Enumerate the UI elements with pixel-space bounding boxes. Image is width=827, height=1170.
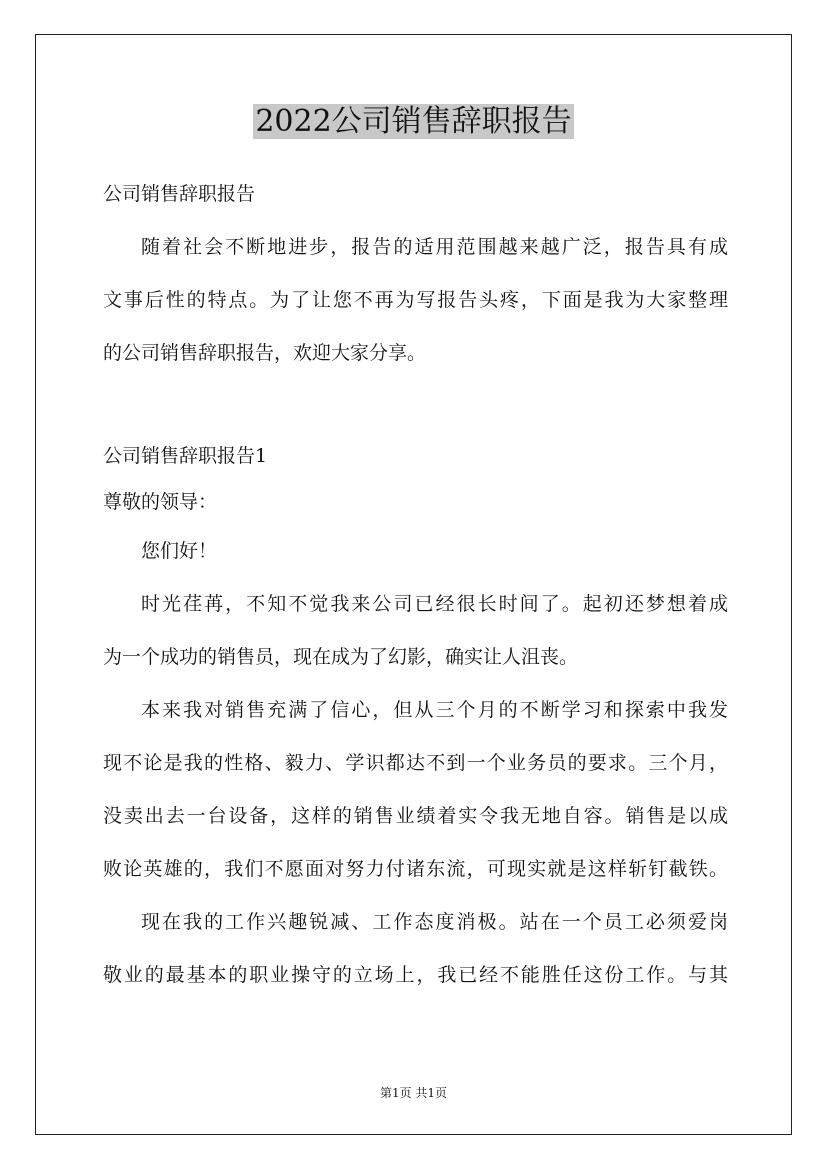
paragraph3-line-1: 现在我的工作兴趣锐减、工作态度消极。站在一个员工必须爱岗 bbox=[141, 911, 728, 933]
paragraph1-line-2: 为一个成功的销售员，现在成为了幻影，确实让人沮丧。 bbox=[103, 646, 579, 668]
document-title-text: 2022公司销售辞职报告 bbox=[255, 104, 572, 139]
paragraph3-line-2: 敬业的最基本的职业操守的立场上，我已经不能胜任这份工作。与其 bbox=[103, 964, 728, 986]
document-body bbox=[103, 168, 728, 1002]
paragraph2-line-4: 败论英雄的，我们不愿面对努力付诸东流，可现实就是这样斩钉截铁。 bbox=[103, 858, 728, 880]
paragraph2-line-2: 现不论是我的性格、毅力、学识都达不到一个业务员的要求。三个月， bbox=[103, 752, 728, 774]
paragraph2-line-1: 本来我对销售充满了信心，但从三个月的不断学习和探索中我发 bbox=[141, 699, 728, 721]
document-subtitle: 公司销售辞职报告 bbox=[103, 183, 256, 205]
greeting: 您们好！ bbox=[141, 540, 218, 562]
page-number-footer: 第1页 共1页 bbox=[379, 1086, 448, 1100]
intro-line-2: 文事后性的特点。为了让您不再为写报告头疼，下面是我为大家整理 bbox=[103, 289, 728, 311]
blank-line bbox=[103, 380, 728, 433]
section-heading: 公司销售辞职报告1 bbox=[103, 445, 268, 467]
intro-line-3: 的公司销售辞职报告，欢迎大家分享。 bbox=[103, 342, 427, 364]
document-title bbox=[0, 100, 827, 144]
paragraph1-line-1: 时光荏苒，不知不觉我来公司已经很长时间了。起初还梦想着成 bbox=[141, 593, 728, 615]
paragraph2-line-3: 没卖出去一台设备，这样的销售业绩着实令我无地自容。销售是以成 bbox=[103, 805, 728, 827]
salutation: 尊敬的领导： bbox=[103, 491, 218, 513]
intro-line-1: 随着社会不断地进步，报告的适用范围越来越广泛，报告具有成 bbox=[141, 236, 728, 258]
